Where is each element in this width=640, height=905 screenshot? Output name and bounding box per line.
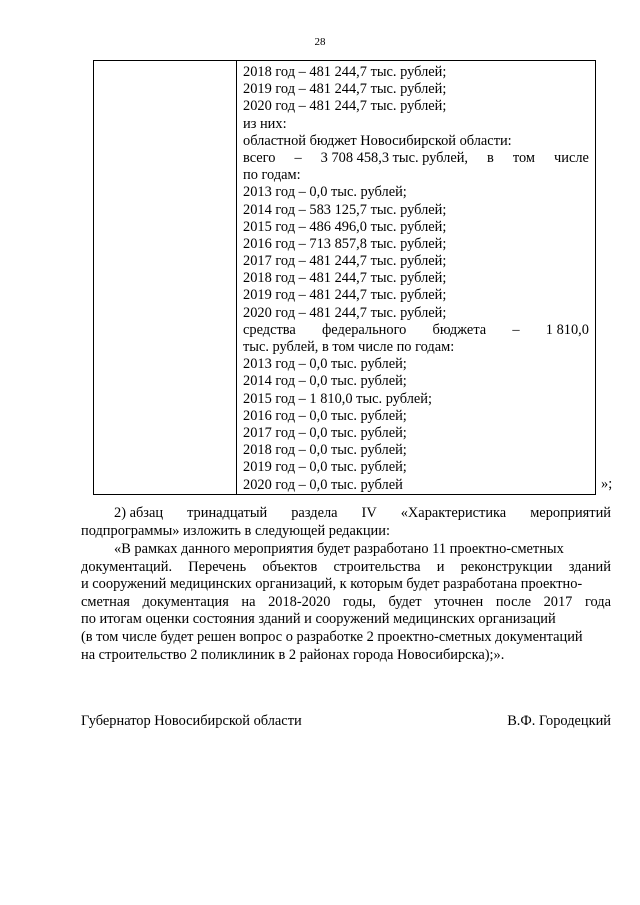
word: –	[294, 149, 302, 166]
line-federal-total	[243, 322, 589, 339]
word: сметная	[81, 593, 130, 610]
word: –	[512, 321, 520, 338]
line-2018-total: 2018 год – 481 244,7 тыс. рублей;	[243, 64, 447, 80]
word: реконструкции	[460, 558, 553, 575]
word: тринадцатый	[187, 505, 268, 521]
word: зданий	[568, 558, 611, 575]
paragraph-line: (в том числе будет решен вопрос о разработке 2 проектно-сметных документаций	[81, 628, 583, 645]
paragraph-new-text	[81, 541, 611, 664]
word: будет	[388, 593, 422, 610]
line-federal-2015: 2015 год – 1 810,0 тыс. рублей;	[243, 390, 432, 407]
paragraph-amendment-2	[81, 505, 611, 540]
signature-block	[81, 713, 611, 730]
word: бюджета	[432, 321, 487, 338]
word: числе	[554, 149, 589, 166]
line-federal-2016: 2016 год – 0,0 тыс. рублей;	[243, 407, 407, 424]
word: мероприятий	[530, 505, 611, 521]
page-number: 28	[314, 36, 326, 48]
line-federal-2020: 2020 год – 0,0 тыс. рублей	[243, 476, 403, 493]
line-by-years: по годам:	[243, 167, 301, 184]
line-federal-2018: 2018 год – 0,0 тыс. рублей;	[243, 442, 407, 459]
line-regional-2013: 2013 год – 0,0 тыс. рублей;	[243, 184, 407, 201]
word: 2017	[543, 593, 573, 610]
paragraph-line: «В рамках данного мероприятия будет разработано 11 проектно-сметных	[114, 541, 564, 557]
paragraph-line: на строительство 2 поликлиник в 2 районах города Новосибирска);».	[81, 646, 505, 663]
word: 2018-2020	[268, 593, 331, 610]
word: на	[241, 593, 256, 610]
line-regional-2015: 2015 год – 486 496,0 тыс. рублей;	[243, 218, 447, 235]
word: 3 708 458,3 тыс. рублей,	[320, 149, 469, 166]
line-regional-2019: 2019 год – 481 244,7 тыс. рублей;	[243, 287, 447, 304]
budget-table	[93, 60, 596, 495]
word: года	[584, 593, 611, 610]
line-federal-2019: 2019 год – 0,0 тыс. рублей;	[243, 459, 407, 476]
table-closing-mark: »;	[601, 476, 613, 492]
word: Перечень	[188, 558, 247, 575]
paragraph-line: по итогам оценки состояния зданий и сооружений медицинских организаций	[81, 611, 556, 628]
line-2020-total: 2020 год – 481 244,7 тыс. рублей;	[243, 98, 447, 115]
line-regional-2014: 2014 год – 583 125,7 тыс. рублей;	[243, 201, 447, 218]
word: средства	[243, 321, 296, 338]
word: 2) абзац	[114, 505, 164, 521]
line-of-which: из них:	[243, 115, 287, 132]
line-federal-2013: 2013 год – 0,0 тыс. рублей;	[243, 356, 407, 373]
line-federal-by-years: тыс. рублей, в том числе по годам:	[243, 339, 455, 355]
word: годы,	[342, 593, 376, 610]
word: объектов	[262, 558, 318, 575]
word: в	[487, 149, 494, 166]
word: «Характеристика	[400, 505, 507, 521]
word: IV	[361, 505, 377, 521]
word: и	[436, 558, 445, 575]
word: документаций.	[81, 558, 173, 575]
signature-name: В.Ф. Городецкий	[507, 713, 611, 729]
paragraph-line: и сооружений медицинских организаций, к которым будет разработана проектно-	[81, 576, 583, 593]
table-left-column	[94, 61, 237, 494]
word: том	[512, 149, 536, 166]
word: 1 810,0	[545, 321, 589, 338]
signature-position: Губернатор Новосибирской области	[81, 713, 302, 729]
word: после	[495, 593, 532, 610]
line-regional-2020: 2020 год – 481 244,7 тыс. рублей;	[243, 304, 447, 321]
line-2019-total: 2019 год – 481 244,7 тыс. рублей;	[243, 81, 447, 98]
table-right-column	[243, 64, 589, 494]
line-regional-2017: 2017 год – 481 244,7 тыс. рублей;	[243, 253, 447, 270]
word: раздела	[291, 505, 338, 521]
line-regional-2018: 2018 год – 481 244,7 тыс. рублей;	[243, 270, 447, 287]
word: строительства	[333, 558, 421, 575]
word: уточнен	[434, 593, 484, 610]
line-regional-budget-heading: областной бюджет Новосибирской области:	[243, 132, 512, 149]
paragraph-line: подпрограммы» изложить в следующей редакции:	[81, 522, 390, 539]
line-regional-total	[243, 150, 589, 167]
line-federal-2014: 2014 год – 0,0 тыс. рублей;	[243, 373, 407, 390]
word: всего	[243, 149, 276, 166]
word: документация	[142, 593, 229, 610]
word: федерального	[321, 321, 407, 338]
line-federal-2017: 2017 год – 0,0 тыс. рублей;	[243, 424, 407, 441]
line-regional-2016: 2016 год – 713 857,8 тыс. рублей;	[243, 235, 447, 252]
